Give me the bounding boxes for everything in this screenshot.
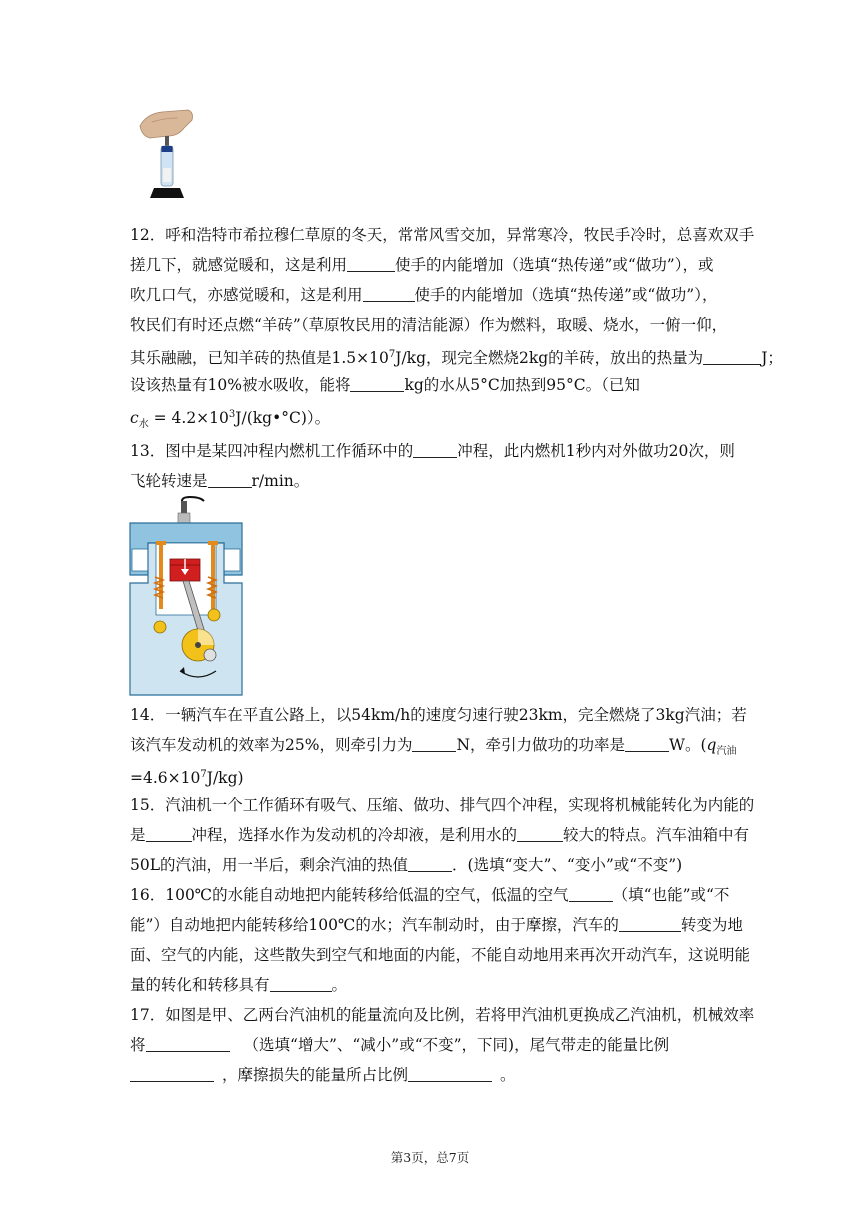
q12-text: J/(kg•°C)）。 [235,409,331,427]
answer-blank[interactable] [569,883,613,902]
answer-blank[interactable] [347,253,395,272]
formula-symbol: c [130,409,139,427]
q17-text: （选填“增大”、“减小”或“不变”，下同)，尾气带走的能量比例 [243,1036,670,1054]
answer-blank[interactable] [408,1063,492,1082]
q12-text: 搓几下，就感觉暖和，这是利用 [130,256,348,274]
answer-blank[interactable] [130,1063,214,1082]
exponent: 7 [388,349,396,360]
q16-text: 转变为地 [680,916,743,934]
subscript: 汽油 [716,746,737,757]
q15-text: ．(选填“变大”、“变小”或“不变”) [452,856,683,874]
page-footer: 第3页，总7页 [390,1150,470,1165]
q12-text: J； [761,349,783,367]
q15-text: 冲程，选择水作为发动机的冷却液，是利用水的 [191,826,518,844]
q14-text: =4.6×10 [130,769,201,787]
q17-text: 。 [500,1066,516,1084]
q12-text: = 4.2×10 [148,409,229,427]
answer-blank[interactable] [146,1033,230,1052]
q15-text: 是 [130,826,146,844]
answer-blank[interactable] [619,913,681,932]
answer-blank[interactable] [408,853,452,872]
answer-blank[interactable] [350,373,404,392]
answer-blank[interactable] [517,823,563,842]
q15-text: 较大的特点。汽车油箱中有 [563,826,750,844]
q12-text: 使手的内能增加（选填“热传递”或“做功”）， [414,286,718,304]
q17-text: ，摩擦损失的能量所占比例 [222,1066,409,1084]
q12-text: 使手的内能增加（选填“热传递”或“做功”），或 [395,256,714,274]
q17-text: 将 [130,1036,146,1054]
q12-text: 其乐融融，已知羊砖的热值是1.5×10 [130,349,389,367]
q13-text: 飞轮转速是 [130,472,208,490]
q12-text: 吹几口气，亦感觉暖和，这是利用 [130,286,363,304]
q13-text: 冲程，此内燃机1秒内对外做功20次，则 [457,442,735,460]
q16-text: 量的转化和转移具有 [130,976,270,994]
hand-pump-figure [138,108,196,203]
answer-blank[interactable] [703,346,761,365]
q17-text: 17．如图是甲、乙两台汽油机的能量流向及比例，若将甲汽油机更换成乙汽油机，机械效率 [130,1006,755,1024]
q16-text: 能”）自动地把内能转移给100℃的水；汽车制动时，由于摩擦，汽车的 [130,916,619,934]
formula-symbol: q [706,736,717,754]
answer-blank[interactable] [412,733,456,752]
question-17 [130,1000,755,1090]
q12-line-1: 12．呼和浩特市希拉穆仁草原的冬天，常常风雪交加，异常寒冷，牧民手冷时，总喜欢双手 [130,226,755,244]
subscript: 水 [138,419,149,430]
q12-text: kg的水从5°C加热到95°C。（已知 [404,376,640,394]
answer-blank[interactable] [270,973,332,992]
q12-text: 牧民们有时还点燃“羊砖”（草原牧民用的清洁能源）作为燃料，取暖、烧水，一俯一仰， [130,316,728,334]
q14-text: W。( [669,736,707,754]
q16-text: （填“也能”或“不 [612,886,730,904]
question-12 [130,220,783,430]
q16-text: 面、空气的内能，这些散失到空气和地面的内能，不能自动地用来再次开动汽车，这说明能 [130,946,751,964]
q13-text: r/min。 [251,472,310,490]
question-14 [130,700,747,790]
q15-text: 15．汽油机一个工作循环有吸气、压缩、做功、排气四个冲程，实现将机械能转化为内能的 [130,796,755,814]
answer-blank[interactable] [625,733,669,752]
q14-text: 该汽车发动机的效率为25%，则牵引力为 [130,736,413,754]
engine-cylinder-figure [128,495,244,697]
q13-text: 13．图中是某四冲程内燃机工作循环中的 [130,442,414,460]
q16-text: 。 [331,976,348,994]
q14-text: J/kg) [206,769,244,787]
q12-text: 设该热量有10%被水吸收，能将 [130,376,351,394]
question-13 [130,436,734,496]
question-15 [130,790,755,880]
q16-text: 16．100℃的水能自动地把内能转移给低温的空气，低温的空气 [130,886,569,904]
exponent: 3 [228,409,236,420]
q15-text: 50L的汽油，用一半后，剩余汽油的热值 [130,856,409,874]
answer-blank[interactable] [146,823,192,842]
answer-blank[interactable] [413,439,457,458]
q14-text: 14．一辆汽车在平直公路上，以54km/h的速度匀速行驶23km，完全燃烧了3kg汽油；若 [130,706,747,724]
question-16 [130,880,751,1000]
answer-blank[interactable] [363,283,415,302]
q14-text: N，牵引力做功的功率是 [456,736,626,754]
exponent: 7 [200,769,207,780]
answer-blank[interactable] [208,469,252,488]
q12-text: J/kg，现完全燃烧2kg的羊砖，放出的热量为 [395,349,704,367]
